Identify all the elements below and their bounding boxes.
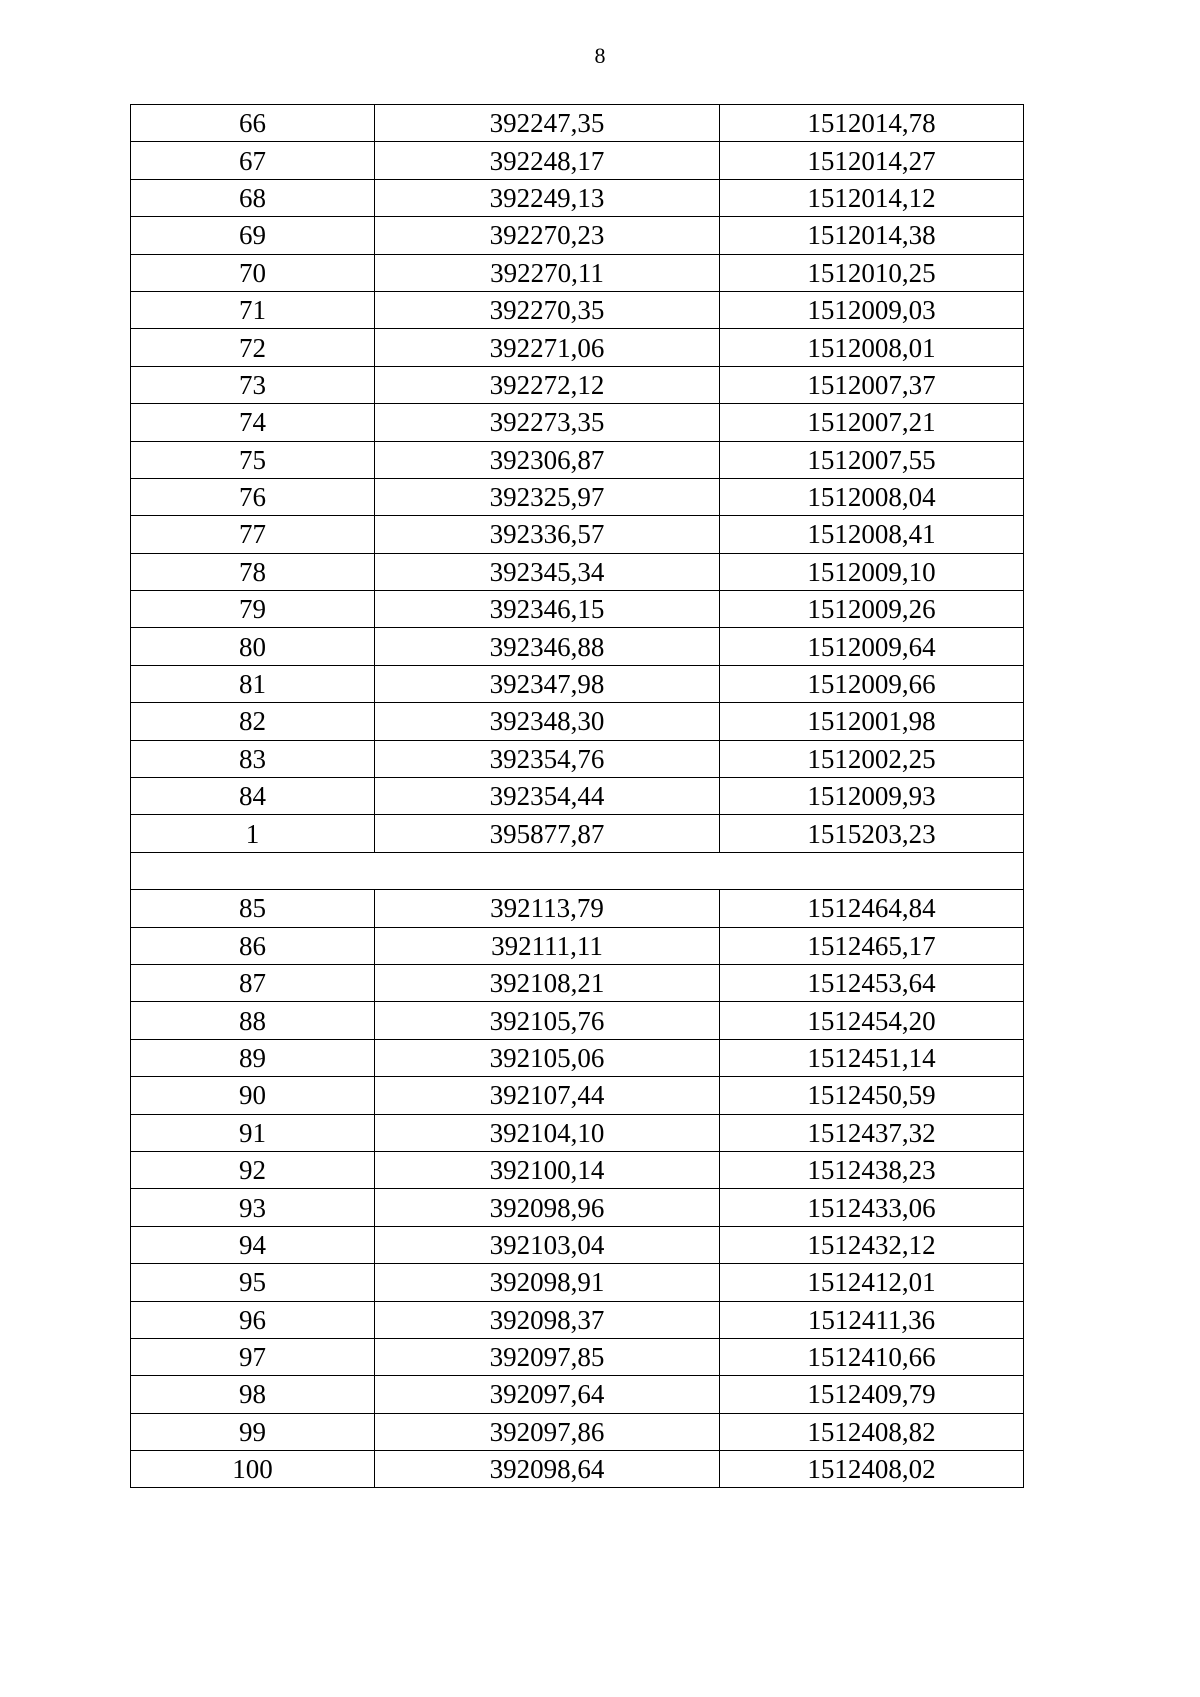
table-row bbox=[131, 740, 1024, 777]
point-number-cell: 72 bbox=[131, 329, 375, 366]
x-coordinate-cell: 392098,64 bbox=[375, 1451, 720, 1488]
x-coordinate-cell: 392354,44 bbox=[375, 778, 720, 815]
separator-row bbox=[131, 852, 1024, 889]
point-number-cell: 92 bbox=[131, 1151, 375, 1188]
table-row bbox=[131, 179, 1024, 216]
point-number-cell: 82 bbox=[131, 703, 375, 740]
point-number-cell: 70 bbox=[131, 254, 375, 291]
point-number-cell: 66 bbox=[131, 105, 375, 142]
y-coordinate-cell: 1512007,21 bbox=[720, 404, 1024, 441]
x-coordinate-cell: 392105,76 bbox=[375, 1002, 720, 1039]
x-coordinate-cell: 392100,14 bbox=[375, 1151, 720, 1188]
point-number-cell: 86 bbox=[131, 927, 375, 964]
point-number-cell: 87 bbox=[131, 964, 375, 1001]
table-row bbox=[131, 142, 1024, 179]
x-coordinate-cell: 392272,12 bbox=[375, 366, 720, 403]
y-coordinate-cell: 1512009,93 bbox=[720, 778, 1024, 815]
x-coordinate-cell: 392107,44 bbox=[375, 1077, 720, 1114]
y-coordinate-cell: 1512437,32 bbox=[720, 1114, 1024, 1151]
x-coordinate-cell: 392248,17 bbox=[375, 142, 720, 179]
point-number-cell: 67 bbox=[131, 142, 375, 179]
table-row bbox=[131, 329, 1024, 366]
table-row bbox=[131, 404, 1024, 441]
point-number-cell: 94 bbox=[131, 1226, 375, 1263]
x-coordinate-cell: 392345,34 bbox=[375, 553, 720, 590]
x-coordinate-cell: 392103,04 bbox=[375, 1226, 720, 1263]
y-coordinate-cell: 1512410,66 bbox=[720, 1338, 1024, 1375]
y-coordinate-cell: 1512453,64 bbox=[720, 964, 1024, 1001]
point-number-cell: 89 bbox=[131, 1039, 375, 1076]
y-coordinate-cell: 1512450,59 bbox=[720, 1077, 1024, 1114]
y-coordinate-cell: 1512008,01 bbox=[720, 329, 1024, 366]
point-number-cell: 79 bbox=[131, 591, 375, 628]
table-row bbox=[131, 254, 1024, 291]
coordinates-table bbox=[130, 104, 1024, 1488]
point-number-cell: 78 bbox=[131, 553, 375, 590]
point-number-cell: 100 bbox=[131, 1451, 375, 1488]
y-coordinate-cell: 1515203,23 bbox=[720, 815, 1024, 852]
coordinates-table-body bbox=[131, 105, 1024, 1488]
table-row bbox=[131, 1151, 1024, 1188]
x-coordinate-cell: 392249,13 bbox=[375, 179, 720, 216]
table-row bbox=[131, 1002, 1024, 1039]
y-coordinate-cell: 1512014,38 bbox=[720, 217, 1024, 254]
x-coordinate-cell: 392271,06 bbox=[375, 329, 720, 366]
x-coordinate-cell: 392273,35 bbox=[375, 404, 720, 441]
point-number-cell: 99 bbox=[131, 1413, 375, 1450]
point-number-cell: 93 bbox=[131, 1189, 375, 1226]
point-number-cell: 97 bbox=[131, 1338, 375, 1375]
point-number-cell: 98 bbox=[131, 1376, 375, 1413]
x-coordinate-cell: 392108,21 bbox=[375, 964, 720, 1001]
y-coordinate-cell: 1512008,04 bbox=[720, 478, 1024, 515]
table-row bbox=[131, 628, 1024, 665]
table-row bbox=[131, 366, 1024, 403]
point-number-cell: 84 bbox=[131, 778, 375, 815]
table-row bbox=[131, 1264, 1024, 1301]
point-number-cell: 69 bbox=[131, 217, 375, 254]
point-number-cell: 88 bbox=[131, 1002, 375, 1039]
x-coordinate-cell: 392098,91 bbox=[375, 1264, 720, 1301]
table-row bbox=[131, 1376, 1024, 1413]
table-row bbox=[131, 105, 1024, 142]
point-number-cell: 83 bbox=[131, 740, 375, 777]
table-row bbox=[131, 1114, 1024, 1151]
y-coordinate-cell: 1512009,10 bbox=[720, 553, 1024, 590]
point-number-cell: 95 bbox=[131, 1264, 375, 1301]
x-coordinate-cell: 392270,23 bbox=[375, 217, 720, 254]
point-number-cell: 75 bbox=[131, 441, 375, 478]
table-row bbox=[131, 1039, 1024, 1076]
table-row bbox=[131, 703, 1024, 740]
x-coordinate-cell: 392105,06 bbox=[375, 1039, 720, 1076]
x-coordinate-cell: 392104,10 bbox=[375, 1114, 720, 1151]
point-number-cell: 85 bbox=[131, 890, 375, 927]
table-row bbox=[131, 778, 1024, 815]
table-row bbox=[131, 441, 1024, 478]
y-coordinate-cell: 1512009,64 bbox=[720, 628, 1024, 665]
table-row bbox=[131, 591, 1024, 628]
y-coordinate-cell: 1512411,36 bbox=[720, 1301, 1024, 1338]
point-number-cell: 74 bbox=[131, 404, 375, 441]
y-coordinate-cell: 1512454,20 bbox=[720, 1002, 1024, 1039]
y-coordinate-cell: 1512438,23 bbox=[720, 1151, 1024, 1188]
point-number-cell: 73 bbox=[131, 366, 375, 403]
x-coordinate-cell: 392354,76 bbox=[375, 740, 720, 777]
table-row bbox=[131, 1226, 1024, 1263]
y-coordinate-cell: 1512009,26 bbox=[720, 591, 1024, 628]
y-coordinate-cell: 1512014,27 bbox=[720, 142, 1024, 179]
x-coordinate-cell: 392325,97 bbox=[375, 478, 720, 515]
table-row bbox=[131, 665, 1024, 702]
point-number-cell: 71 bbox=[131, 291, 375, 328]
table-row bbox=[131, 1413, 1024, 1450]
x-coordinate-cell: 392111,11 bbox=[375, 927, 720, 964]
y-coordinate-cell: 1512001,98 bbox=[720, 703, 1024, 740]
point-number-cell: 80 bbox=[131, 628, 375, 665]
y-coordinate-cell: 1512433,06 bbox=[720, 1189, 1024, 1226]
point-number-cell: 81 bbox=[131, 665, 375, 702]
point-number-cell: 96 bbox=[131, 1301, 375, 1338]
y-coordinate-cell: 1512432,12 bbox=[720, 1226, 1024, 1263]
x-coordinate-cell: 392098,96 bbox=[375, 1189, 720, 1226]
x-coordinate-cell: 392097,86 bbox=[375, 1413, 720, 1450]
x-coordinate-cell: 392098,37 bbox=[375, 1301, 720, 1338]
y-coordinate-cell: 1512007,37 bbox=[720, 366, 1024, 403]
point-number-cell: 90 bbox=[131, 1077, 375, 1114]
y-coordinate-cell: 1512008,41 bbox=[720, 516, 1024, 553]
table-row bbox=[131, 1077, 1024, 1114]
table-row bbox=[131, 217, 1024, 254]
y-coordinate-cell: 1512409,79 bbox=[720, 1376, 1024, 1413]
x-coordinate-cell: 392336,57 bbox=[375, 516, 720, 553]
y-coordinate-cell: 1512464,84 bbox=[720, 890, 1024, 927]
point-number-cell: 76 bbox=[131, 478, 375, 515]
table-row bbox=[131, 553, 1024, 590]
y-coordinate-cell: 1512014,78 bbox=[720, 105, 1024, 142]
x-coordinate-cell: 392346,15 bbox=[375, 591, 720, 628]
y-coordinate-cell: 1512009,03 bbox=[720, 291, 1024, 328]
table-row bbox=[131, 1451, 1024, 1488]
table-row bbox=[131, 291, 1024, 328]
table-row bbox=[131, 1301, 1024, 1338]
table-row bbox=[131, 478, 1024, 515]
x-coordinate-cell: 392347,98 bbox=[375, 665, 720, 702]
table-row bbox=[131, 890, 1024, 927]
point-number-cell: 1 bbox=[131, 815, 375, 852]
x-coordinate-cell: 392346,88 bbox=[375, 628, 720, 665]
table-row bbox=[131, 927, 1024, 964]
y-coordinate-cell: 1512009,66 bbox=[720, 665, 1024, 702]
y-coordinate-cell: 1512451,14 bbox=[720, 1039, 1024, 1076]
point-number-cell: 77 bbox=[131, 516, 375, 553]
table-row bbox=[131, 516, 1024, 553]
table-row bbox=[131, 964, 1024, 1001]
y-coordinate-cell: 1512014,12 bbox=[720, 179, 1024, 216]
table-row bbox=[131, 1338, 1024, 1375]
x-coordinate-cell: 392270,11 bbox=[375, 254, 720, 291]
y-coordinate-cell: 1512007,55 bbox=[720, 441, 1024, 478]
y-coordinate-cell: 1512412,01 bbox=[720, 1264, 1024, 1301]
x-coordinate-cell: 392348,30 bbox=[375, 703, 720, 740]
page-number: 8 bbox=[594, 43, 606, 68]
table-row bbox=[131, 1189, 1024, 1226]
x-coordinate-cell: 392097,64 bbox=[375, 1376, 720, 1413]
point-number-cell: 91 bbox=[131, 1114, 375, 1151]
x-coordinate-cell: 392306,87 bbox=[375, 441, 720, 478]
separator-cell bbox=[131, 852, 1024, 889]
y-coordinate-cell: 1512465,17 bbox=[720, 927, 1024, 964]
y-coordinate-cell: 1512408,82 bbox=[720, 1413, 1024, 1450]
x-coordinate-cell: 395877,87 bbox=[375, 815, 720, 852]
y-coordinate-cell: 1512408,02 bbox=[720, 1451, 1024, 1488]
x-coordinate-cell: 392270,35 bbox=[375, 291, 720, 328]
x-coordinate-cell: 392097,85 bbox=[375, 1338, 720, 1375]
point-number-cell: 68 bbox=[131, 179, 375, 216]
table-row bbox=[131, 815, 1024, 852]
x-coordinate-cell: 392113,79 bbox=[375, 890, 720, 927]
y-coordinate-cell: 1512010,25 bbox=[720, 254, 1024, 291]
y-coordinate-cell: 1512002,25 bbox=[720, 740, 1024, 777]
x-coordinate-cell: 392247,35 bbox=[375, 105, 720, 142]
